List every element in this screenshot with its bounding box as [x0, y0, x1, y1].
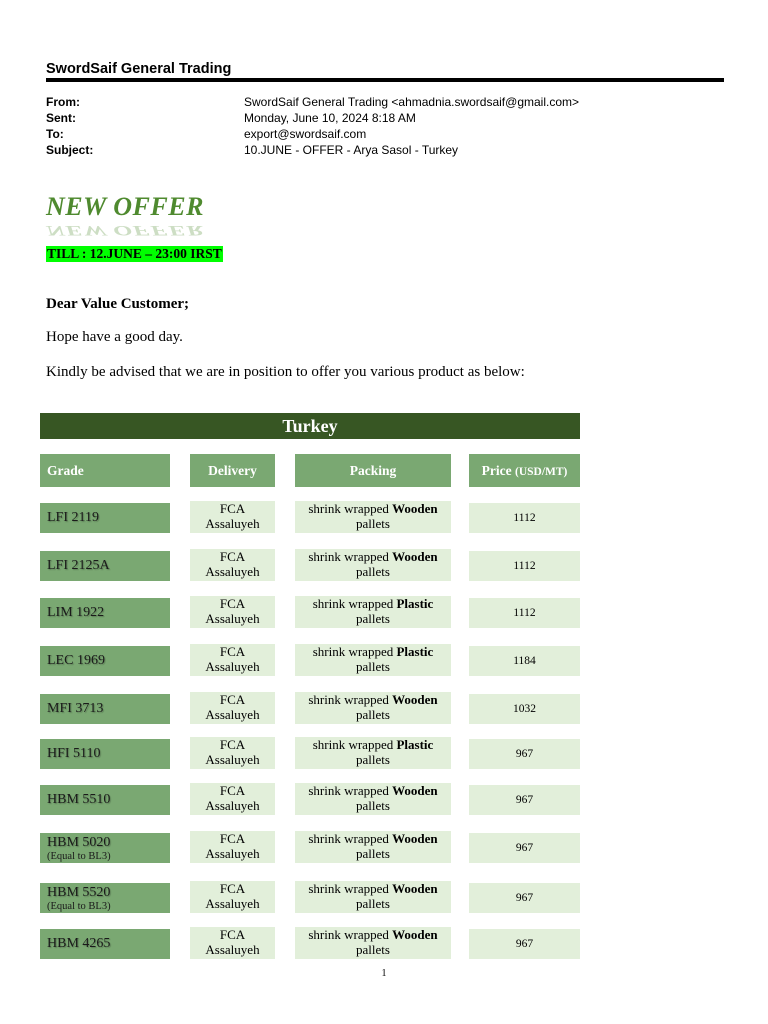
delivery-term: FCA: [219, 881, 246, 896]
delivery-location: Assaluyeh: [205, 707, 260, 722]
delivery-term: FCA: [219, 737, 246, 752]
price-cell: 1112: [469, 598, 580, 628]
from-row: [46, 95, 726, 111]
table-row: [0, 596, 768, 640]
price-cell: 967: [469, 883, 580, 913]
to-row: [46, 127, 726, 143]
delivery-term: FCA: [219, 549, 246, 564]
table-row: [0, 692, 768, 736]
table-row: [0, 501, 768, 545]
packing-material: Wooden: [392, 501, 438, 516]
delivery-location: Assaluyeh: [205, 752, 260, 767]
delivery-term: FCA: [219, 783, 246, 798]
delivery-location: Assaluyeh: [205, 846, 260, 861]
packing-text: shrink wrapped: [312, 737, 397, 752]
packing-cell: [295, 549, 451, 581]
delivery-term: FCA: [219, 596, 246, 611]
packing-text: shrink wrapped: [308, 501, 393, 516]
packing-unit: pallets: [356, 516, 390, 531]
from-label: From:: [46, 95, 80, 109]
price-header-unit: (USD/MT): [514, 466, 568, 478]
delivery-location: Assaluyeh: [205, 798, 260, 813]
price-cell: 1184: [469, 646, 580, 676]
offer-title: NEW OFFER: [46, 192, 204, 221]
delivery-term: FCA: [219, 927, 246, 942]
grade-cell: [40, 929, 170, 959]
packing-unit: pallets: [356, 798, 390, 813]
delivery-cell: [190, 881, 275, 913]
packing-material: Wooden: [392, 692, 438, 707]
packing-material: Wooden: [392, 927, 438, 942]
packing-material: Wooden: [392, 783, 438, 798]
subject-value: 10.JUNE - OFFER - Arya Sasol - Turkey: [244, 143, 459, 157]
delivery-location: Assaluyeh: [205, 942, 260, 957]
grade-cell: [40, 833, 170, 863]
header-divider: [46, 78, 724, 82]
delivery-cell: [190, 927, 275, 959]
delivery-location: Assaluyeh: [205, 659, 260, 674]
price-cell: 967: [469, 929, 580, 959]
to-value: export@swordsaif.com: [244, 127, 367, 141]
page-number: 1: [381, 968, 387, 979]
price-cell: 1112: [469, 503, 580, 533]
greeting: Dear Value Customer;: [46, 296, 190, 312]
grade-name: MFI 3713: [47, 701, 104, 716]
packing-cell: [295, 644, 451, 676]
delivery-cell: [190, 596, 275, 628]
packing-unit: pallets: [356, 896, 390, 911]
grade-name: HFI 5110: [47, 746, 101, 761]
packing-unit: pallets: [356, 752, 390, 767]
delivery-location: Assaluyeh: [205, 516, 260, 531]
grade-name: HBM 5510: [47, 792, 111, 807]
body-line-2: Kindly be advised that we are in position to offer you various product as below:: [46, 364, 525, 380]
table-row: [0, 644, 768, 688]
packing-unit: pallets: [356, 707, 390, 722]
column-header-delivery: Delivery: [190, 454, 275, 487]
grade-name: LIM 1922: [47, 605, 105, 620]
table-row: [0, 831, 768, 875]
delivery-location: Assaluyeh: [205, 611, 260, 626]
packing-cell: [295, 881, 451, 913]
grade-cell: [40, 883, 170, 913]
delivery-term: FCA: [219, 692, 246, 707]
delivery-term: FCA: [219, 831, 246, 846]
packing-material: Plastic: [396, 596, 434, 611]
packing-cell: [295, 596, 451, 628]
packing-cell: [295, 927, 451, 959]
grade-name: HBM 4265: [47, 936, 111, 951]
delivery-cell: [190, 501, 275, 533]
column-header-grade: Grade: [40, 454, 170, 487]
offer-deadline: TILL : 12.JUNE – 23:00 IRST: [47, 246, 222, 261]
grade-cell: [40, 785, 170, 815]
body-line-1: Hope have a good day.: [46, 329, 183, 345]
packing-text: shrink wrapped: [308, 927, 393, 942]
delivery-cell: [190, 783, 275, 815]
offer-title-reflection: NEW OFFER: [46, 222, 204, 239]
delivery-cell: [190, 692, 275, 724]
grade-name: LFI 2119: [47, 510, 99, 525]
grade-cell: [40, 646, 170, 676]
price-cell: 967: [469, 739, 580, 769]
packing-cell: [295, 692, 451, 724]
sent-row: [46, 111, 726, 127]
delivery-term: FCA: [219, 644, 246, 659]
packing-unit: pallets: [356, 942, 390, 957]
packing-unit: pallets: [356, 611, 390, 626]
table-row: [0, 549, 768, 593]
grade-name: HBM 5020: [47, 835, 111, 850]
price-cell: 967: [469, 833, 580, 863]
grade-cell: [40, 551, 170, 581]
packing-text: shrink wrapped: [308, 549, 393, 564]
packing-unit: pallets: [356, 846, 390, 861]
packing-cell: [295, 783, 451, 815]
packing-cell: [295, 501, 451, 533]
packing-text: shrink wrapped: [312, 644, 397, 659]
grade-name: LEC 1969: [47, 653, 105, 668]
from-value: SwordSaif General Trading <ahmadnia.swordsaif@gmail.com>: [244, 95, 580, 109]
subject-label: Subject:: [46, 143, 94, 157]
delivery-location: Assaluyeh: [205, 896, 260, 911]
delivery-location: Assaluyeh: [205, 564, 260, 579]
grade-note: (Equal to BL3): [47, 901, 111, 912]
grade-cell: [40, 694, 170, 724]
offer-heading: [46, 192, 306, 239]
column-header-price: [469, 454, 580, 487]
price-header-label: Price: [481, 463, 512, 478]
organization-name: SwordSaif General Trading: [46, 61, 232, 77]
price-cell: 967: [469, 785, 580, 815]
packing-material: Plastic: [396, 737, 434, 752]
sent-label: Sent:: [46, 111, 76, 125]
grade-name: LFI 2125A: [47, 558, 110, 573]
delivery-cell: [190, 549, 275, 581]
table-row: [0, 783, 768, 827]
table-row: [0, 927, 768, 971]
packing-material: Wooden: [392, 549, 438, 564]
delivery-cell: [190, 831, 275, 863]
packing-material: Wooden: [392, 831, 438, 846]
table-row: [0, 737, 768, 781]
grade-name: HBM 5520: [47, 885, 111, 900]
delivery-term: FCA: [219, 501, 246, 516]
country-banner: Turkey: [40, 413, 580, 439]
price-cell: 1112: [469, 551, 580, 581]
column-header-packing: Packing: [295, 454, 451, 487]
table-row: [0, 881, 768, 925]
subject-row: [46, 143, 726, 159]
grade-note: (Equal to BL3): [47, 851, 111, 862]
delivery-cell: [190, 644, 275, 676]
packing-text: shrink wrapped: [308, 692, 393, 707]
delivery-cell: [190, 737, 275, 769]
packing-text: shrink wrapped: [312, 596, 397, 611]
grade-cell: [40, 739, 170, 769]
packing-cell: [295, 831, 451, 863]
packing-text: shrink wrapped: [308, 831, 393, 846]
to-label: To:: [46, 127, 64, 141]
grade-cell: [40, 503, 170, 533]
packing-text: shrink wrapped: [308, 783, 393, 798]
packing-cell: [295, 737, 451, 769]
packing-unit: pallets: [356, 659, 390, 674]
price-cell: 1032: [469, 694, 580, 724]
packing-text: shrink wrapped: [308, 881, 393, 896]
packing-material: Wooden: [392, 881, 438, 896]
packing-unit: pallets: [356, 564, 390, 579]
sent-value: Monday, June 10, 2024 8:18 AM: [244, 111, 416, 125]
grade-cell: [40, 598, 170, 628]
packing-material: Plastic: [396, 644, 434, 659]
